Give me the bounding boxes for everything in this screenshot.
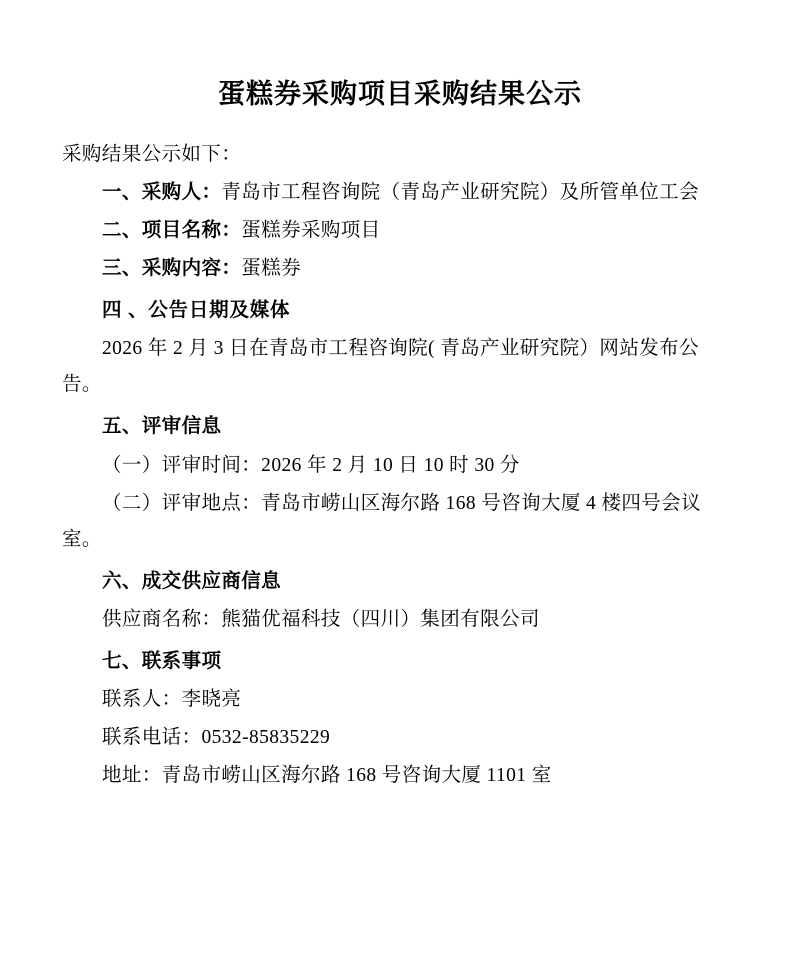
- section-announcement-text: 2026 年 2 月 3 日在青岛市工程咨询院( 青岛产业研究院）网站发布公告。: [62, 338, 699, 396]
- section-purchaser-text: 青岛市工程咨询院（青岛产业研究院）及所管单位工会: [221, 182, 699, 204]
- section-project-name-label: 二、项目名称：: [101, 220, 242, 242]
- section-project-name: [62, 213, 738, 249]
- section-contact-phone: 联系电话：0532-85835229: [101, 726, 331, 748]
- intro-paragraph: 采购结果公示如下：: [62, 144, 242, 165]
- section-contact-person: 联系人：李晓亮: [101, 688, 242, 710]
- section-announcement-heading: 四 、公告日期及媒体: [101, 300, 291, 322]
- section-purchase-content: [62, 251, 738, 287]
- page-title: 蛋糕券采购项目采购结果公示: [218, 79, 582, 109]
- section-review-time: （一）评审时间：2026 年 2 月 10 日 10 时 30 分: [101, 454, 520, 476]
- section-review-place: （二）评审地点：青岛市崂山区海尔路 168 号咨询大厦 4 楼四号会议室。: [62, 492, 701, 550]
- section-review-heading: 五、评审信息: [101, 416, 222, 438]
- section-contact-heading: 七、联系事项: [101, 650, 222, 672]
- section-purchaser-label: 一、采购人：: [101, 182, 222, 204]
- section-purchase-content-text: 蛋糕券: [241, 258, 301, 280]
- section-project-name-text: 蛋糕券采购项目: [241, 220, 381, 242]
- section-supplier-name: 供应商名称：熊猫优福科技（四川）集团有限公司: [101, 608, 540, 630]
- section-purchaser: [62, 175, 738, 211]
- document-body: [62, 137, 738, 794]
- section-contact-address: 地址：青岛市崂山区海尔路 168 号咨询大厦 1101 室: [101, 765, 552, 786]
- section-purchase-content-label: 三、采购内容：: [101, 258, 242, 280]
- section-supplier-heading: 六、成交供应商信息: [101, 570, 282, 592]
